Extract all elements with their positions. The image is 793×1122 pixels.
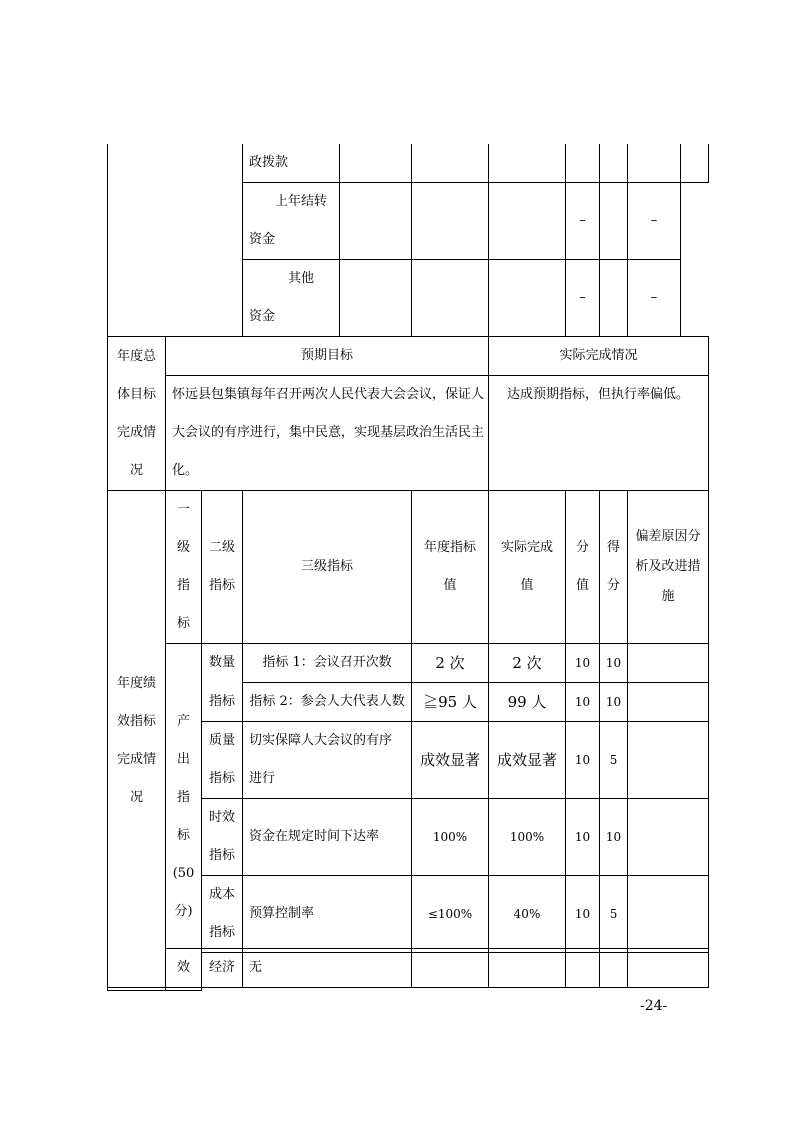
- effect-row: [108, 949, 709, 988]
- dash-cell: –: [566, 260, 600, 337]
- score-cell: 10: [566, 799, 600, 876]
- got-score-cell: 5: [600, 876, 628, 953]
- performance-table: [107, 144, 709, 991]
- funding-label: 上年结转 资金: [243, 183, 340, 260]
- perf-header-row: [108, 491, 709, 644]
- actual-completion-text: 达成预期指标，但执行率偏低。: [489, 376, 709, 491]
- dash-cell: –: [628, 183, 681, 260]
- blank-cell: [108, 144, 243, 337]
- deviation-cell: [628, 683, 709, 722]
- page-number: -24-: [640, 998, 668, 1014]
- category-cell: 时效 指标: [202, 799, 243, 876]
- deviation-cell: [628, 876, 709, 953]
- actual-value-cell: 成效显著: [489, 722, 566, 799]
- level1-header: 一 级 指 标: [166, 491, 202, 644]
- actual-value-cell: 40%: [489, 876, 566, 953]
- score-cell: 10: [566, 722, 600, 799]
- expected-goal-header: 预期目标: [166, 337, 489, 376]
- deviation-cell: [628, 799, 709, 876]
- got-score-cell: 10: [600, 799, 628, 876]
- actual-completion-header: 实际完成情况: [489, 337, 709, 376]
- score-cell: 10: [566, 644, 600, 683]
- annual-value-cell: 成效显著: [412, 722, 489, 799]
- annual-value-cell: ≧95 人: [412, 683, 489, 722]
- annual-value-cell: 100%: [412, 799, 489, 876]
- got-score-header: 得 分: [600, 491, 628, 644]
- expected-goal-text: 怀远县包集镇每年召开两次人民代表大会会议，保证人 大会议的有序进行，集中民意，实现基层政治生活民主 化。: [166, 376, 489, 491]
- effect-table: [107, 948, 709, 988]
- score-header: 分 值: [566, 491, 600, 644]
- deviation-header: 偏差原因分 析及改进措 施: [628, 491, 709, 644]
- actual-value-cell: 100%: [489, 799, 566, 876]
- actual-value-cell: 2 次: [489, 644, 566, 683]
- indicator-cell: 预算控制率: [243, 876, 412, 953]
- indicator-cell: 指标 1：会议召开次数: [243, 644, 412, 683]
- annual-value-cell: 2 次: [412, 644, 489, 683]
- actual-value-header: 实际完成 值: [489, 491, 566, 644]
- level2-header: 二级 指标: [202, 491, 243, 644]
- effect-indicator: 无: [243, 949, 412, 988]
- table-row: [108, 644, 709, 683]
- effect-level1: 效: [166, 949, 202, 988]
- actual-value-cell: 99 人: [489, 683, 566, 722]
- perf-row-label: 年度绩 效指标 完成情 况: [108, 491, 166, 991]
- dash-cell: –: [566, 183, 600, 260]
- funding-label: 其他 资金: [243, 260, 340, 337]
- dash-cell: –: [628, 260, 681, 337]
- category-cell: 数量: [202, 644, 243, 683]
- got-score-cell: 10: [600, 644, 628, 683]
- effect-level2: 经济: [202, 949, 243, 988]
- annual-value-cell: ≤100%: [412, 876, 489, 953]
- score-cell: 10: [566, 876, 600, 953]
- goal-row-label: 年度总 体目标 完成情 况: [108, 337, 166, 491]
- deviation-cell: [628, 722, 709, 799]
- indicator-cell: 指标 2：参会人大代表人数: [243, 683, 412, 722]
- goal-header-row: [108, 337, 709, 376]
- funding-row: [108, 144, 709, 183]
- funding-label: 政拨款: [243, 144, 340, 183]
- category-cell: 成本 指标: [202, 876, 243, 953]
- annual-value-header: 年度指标 值: [412, 491, 489, 644]
- got-score-cell: 5: [600, 722, 628, 799]
- got-score-cell: 10: [600, 683, 628, 722]
- category-cell: 指标: [202, 683, 243, 722]
- category-cell: 质量 指标: [202, 722, 243, 799]
- indicator-cell: 切实保障人大会议的有序 进行: [243, 722, 412, 799]
- level3-header: 三级指标: [243, 491, 412, 644]
- deviation-cell: [628, 644, 709, 683]
- goal-content-row: [108, 376, 709, 491]
- output-indicator-label: 产 出 指 标 (50 分): [166, 644, 202, 991]
- indicator-cell: 资金在规定时间下达率: [243, 799, 412, 876]
- score-cell: 10: [566, 683, 600, 722]
